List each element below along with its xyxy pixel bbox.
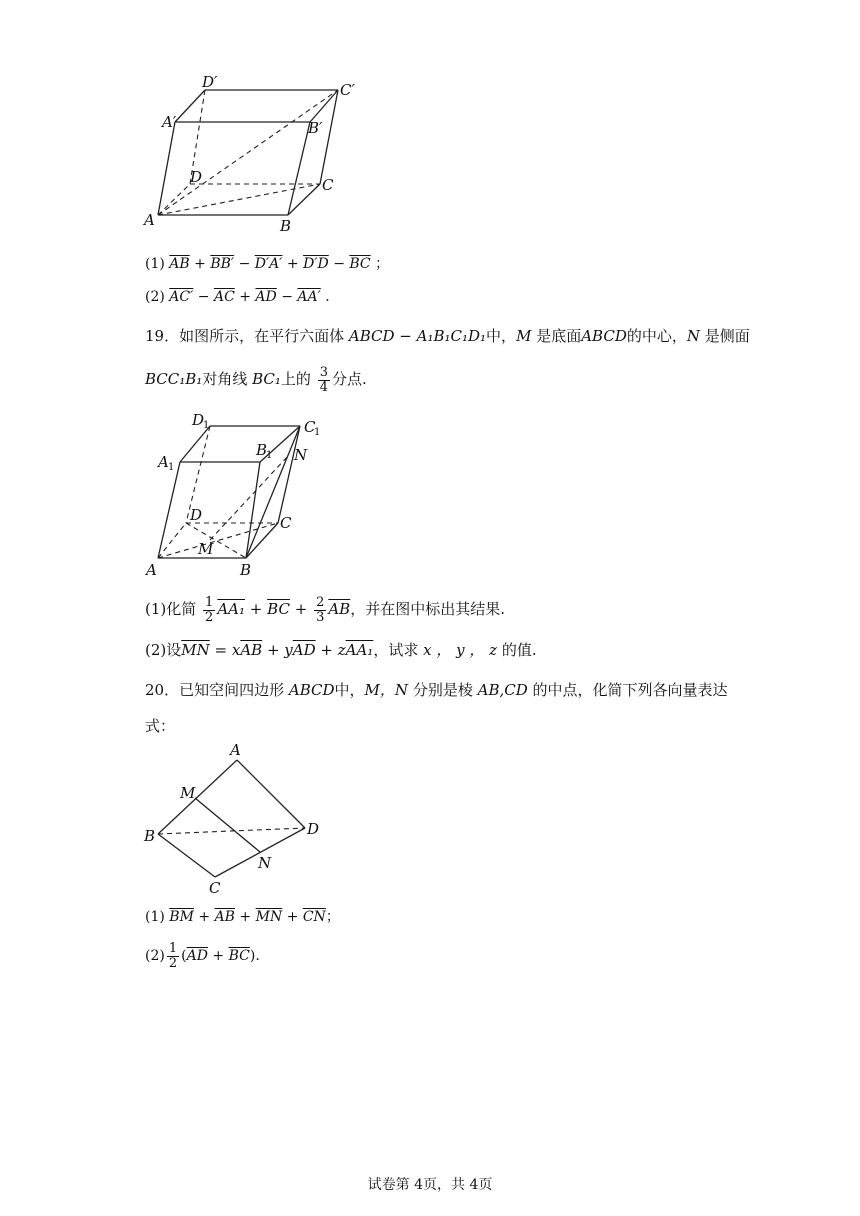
label-B-prime: B′: [308, 119, 323, 137]
vector: AA₁: [217, 600, 245, 619]
figure-3-svg: [140, 740, 340, 900]
text: 中，: [486, 327, 517, 345]
sub-A1: 1: [168, 462, 175, 473]
label-D: D: [307, 820, 320, 838]
label-A-prime: A′: [162, 113, 177, 131]
vector: $\overline{BM}$: [169, 909, 194, 925]
label-C-prime: C′: [340, 81, 355, 99]
text: 如图所示，在平行六面体: [179, 327, 345, 345]
q20-statement-line2: [145, 719, 175, 734]
label-M: M: [180, 784, 196, 802]
frac-num: 1: [205, 595, 214, 610]
vector: AC′: [169, 289, 194, 305]
label-N: N: [258, 854, 272, 872]
label-C: C: [209, 879, 221, 897]
operator: =: [209, 641, 232, 659]
vector: $\overline{AD}$: [292, 641, 316, 659]
var-y: y: [284, 641, 293, 659]
q19-part1: [145, 596, 505, 624]
operator: −: [281, 289, 293, 305]
operator: +: [194, 256, 206, 272]
label-D-prime: D′: [202, 73, 218, 91]
frac-den: 4: [319, 379, 328, 395]
fraction: [167, 942, 179, 970]
frac-num: 2: [316, 595, 325, 610]
text: 的中点，化简下列各向量表达: [532, 681, 728, 699]
math-mn: M，N: [364, 681, 409, 699]
text: 分点.: [331, 370, 367, 389]
vector: $\overline{MN}$: [181, 641, 210, 659]
label-B: B: [240, 561, 252, 579]
q20-statement-line1: [145, 683, 728, 698]
operator: +: [262, 641, 285, 659]
label-M: M: [198, 540, 214, 558]
vector: $\overline{MN}$: [255, 909, 283, 925]
vector: $\overline{AB}$: [328, 600, 351, 619]
fraction: [318, 366, 330, 394]
text: 上的: [280, 370, 311, 389]
label-B: B: [280, 217, 292, 235]
question-number: 19．: [145, 327, 180, 345]
math-edges: AB,CD: [477, 681, 528, 699]
operator: +: [193, 909, 215, 925]
operator: −: [197, 289, 210, 305]
vector: $\overline{BC}$: [228, 948, 250, 965]
figure-parallelepiped-2: [140, 410, 340, 580]
label-A: A: [146, 561, 157, 579]
math-quad: ABCD: [288, 681, 335, 699]
vector: D′A′: [254, 256, 283, 272]
text: ，并在图中标出其结果.: [350, 600, 505, 619]
text: 式：: [145, 717, 176, 735]
sub-B1: 1: [266, 450, 273, 461]
punctuation: ；: [325, 909, 340, 925]
figure-1-svg: [140, 75, 380, 235]
label-C: C: [280, 514, 292, 532]
operator: +: [239, 289, 251, 305]
var-z: z: [337, 641, 346, 659]
q19-part2-label: (2)设: [145, 641, 182, 659]
sub-D1: 1: [203, 420, 210, 431]
question-number: 20．: [145, 681, 180, 699]
text: 对角线: [202, 370, 248, 389]
text: 是侧面: [704, 327, 750, 345]
vector: AA′: [297, 289, 321, 305]
q19-statement-line2: [145, 366, 367, 394]
var-x: x: [231, 641, 241, 659]
operator: +: [249, 600, 263, 619]
vector: $\overline{AD}$: [255, 289, 277, 305]
frac-den: 2: [168, 955, 178, 971]
math-base: ABCD: [581, 327, 627, 345]
operator: −: [333, 256, 345, 272]
label-D: D: [190, 506, 203, 524]
q19-part1-label: (1)化简: [145, 600, 197, 619]
q19-statement-line1: [145, 329, 750, 344]
operator: +: [294, 600, 308, 619]
page-footer: 试卷第 4页，共 4页: [367, 1177, 493, 1193]
operator: +: [315, 641, 338, 659]
operator: −: [238, 256, 251, 272]
text: 中，: [334, 681, 365, 699]
vars: x ， y ， z: [423, 641, 498, 659]
vector: $\overline{AB}$: [240, 641, 263, 659]
math-diag: BC₁: [252, 370, 281, 389]
frac-den: 3: [316, 609, 325, 625]
frac-num: 3: [319, 365, 328, 380]
fraction: [314, 596, 326, 624]
label-A: A: [144, 211, 155, 229]
q20-part1-label: (1): [145, 909, 165, 925]
q18-part2-label: (2): [145, 289, 165, 305]
label-N: N: [294, 446, 308, 464]
figure-parallelepiped-1: [140, 75, 380, 235]
vector: $\overline{AB}$: [169, 256, 190, 272]
vector: $\overline{BC}$: [267, 600, 290, 619]
operator: +: [234, 909, 256, 925]
punctuation: ；: [375, 256, 390, 272]
figure-2-svg: [140, 410, 340, 580]
label-C: C: [322, 176, 334, 194]
q18-part2: [145, 290, 330, 304]
label-B1: B: [256, 441, 268, 459]
text: 已知空间四边形: [179, 681, 285, 699]
math-face: BCC₁B₁: [145, 370, 203, 389]
paren: ): [249, 948, 256, 965]
frac-den: 2: [205, 609, 214, 625]
operator: +: [207, 948, 229, 965]
text: 分别是棱: [412, 681, 473, 699]
label-A: A: [230, 741, 241, 759]
q20-part1: [145, 910, 340, 924]
text: 的中心，: [626, 327, 687, 345]
label-D: D: [190, 168, 203, 186]
punctuation: .: [325, 289, 330, 305]
label-B: B: [144, 827, 156, 845]
label-A1: A: [158, 453, 169, 471]
vector: $\overline{AD}$: [186, 948, 208, 965]
fraction: [203, 596, 215, 624]
paren: (: [181, 948, 187, 965]
q19-part2: [145, 643, 537, 658]
punctuation: .: [255, 948, 260, 965]
operator: +: [282, 909, 303, 925]
label-D1: D: [192, 411, 205, 429]
vector: $\overline{AB}$: [214, 909, 235, 925]
vector: BB′: [210, 256, 235, 272]
operator: +: [286, 256, 299, 272]
q18-part1: [145, 257, 389, 271]
math-solid: ABCD − A₁B₁C₁D₁: [348, 327, 487, 345]
text: 是底面: [536, 327, 582, 345]
sub-C1: 1: [314, 427, 321, 438]
vector: AA₁: [345, 641, 374, 659]
vector: $\overline{AC}$: [213, 289, 235, 305]
math-m: M: [516, 327, 532, 345]
vector: D′D: [303, 256, 329, 272]
vector: $\overline{BC}$: [349, 256, 371, 272]
text: ，试求: [373, 641, 419, 659]
figure-quadrilateral: [140, 740, 340, 900]
label-C1: C: [304, 418, 316, 436]
q18-part1-label: (1): [145, 256, 165, 272]
frac-num: 1: [168, 941, 178, 956]
math-n: N: [686, 327, 700, 345]
text: 的值.: [501, 641, 537, 659]
q20-part2-label: (2): [145, 948, 165, 965]
vector: $\overline{CN}$: [302, 909, 326, 925]
q20-part2: [145, 942, 260, 970]
